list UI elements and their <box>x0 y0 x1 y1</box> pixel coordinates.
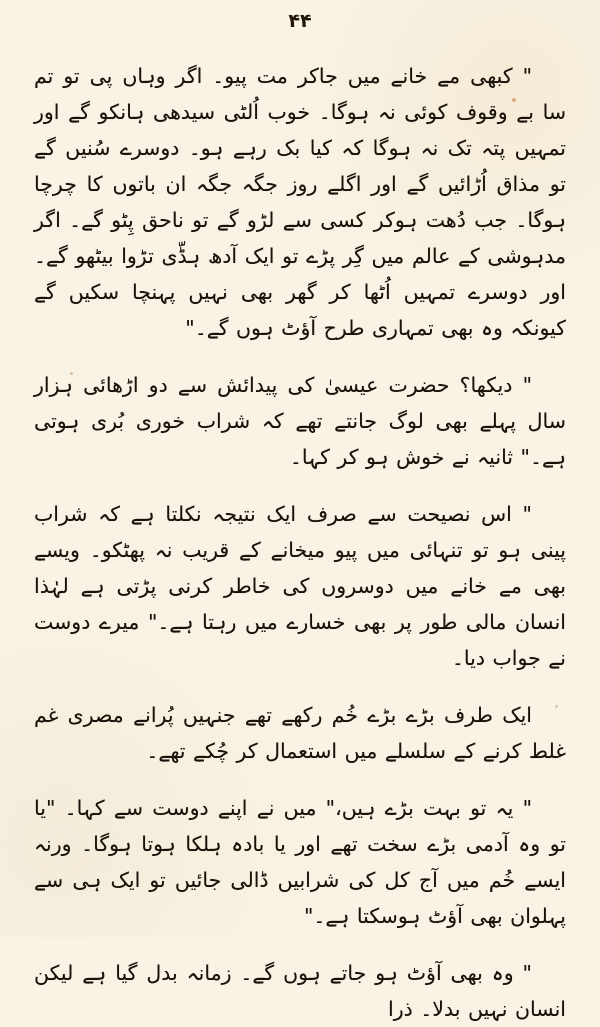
paragraph-3: " اس نصیحت سے صرف ایک نتیجہ نکلتا ہے کہ شراب پینی ہو تو تنہائی میں پیو میخانے کے قریب نہ پھٹکو۔ ویسے بھی مے خانے میں دوسروں کی خاطر کرنی پڑتی ہے لہٰذا انسان مالی طور پر بھی خسارے میں رہتا ہے۔" میرے دوست نے جواب دیا۔ <box>34 502 566 670</box>
text-block <box>34 58 566 1027</box>
paragraph-4: ایک طرف بڑے بڑے خُم رکھے تھے جنہیں پُرانے مصری غم غلط کرنے کے سلسلے میں استعمال کر چُکے تھے۔ <box>34 703 566 763</box>
paragraph-2: " دیکھا؟ حضرت عیسیٰ کی پیدائش سے دو اڑھائی ہزار سال پہلے بھی لوگ جانتے تھے کہ شراب خوری بُری ہوتی ہے۔" ثانیہ نے خوش ہو کر کہا۔ <box>34 373 566 469</box>
paragraph-1: " کبھی مے خانے میں جاکر مت پیو۔ اگر وہاں پی تو تم سا بے وقوف کوئی نہ ہوگا۔ خوب اُلٹی سیدھی ہانکو گے اور تمہیں پتہ تک نہ ہوگا کہ کیا بک رہے ہو۔ دوسرے سُنیں گے تو مذاق اُڑائیں گے اور اگلے روز جگہ جگہ ان باتوں کا چرچا ہوگا۔ جب دُھت ہوکر کسی سے لڑو گے تو ناحق پِٹو گے۔ اگر مدہوشی کے عالم میں گِر پڑے تو ایک آدھ ہڈّی تڑوا بیٹھو گے۔ اور دوسرے تمہیں اُٹھا کر گھر بھی نہیں پہنچا سکیں گے کیونکہ وہ بھی تمہاری طرح آؤٹ ہوں گے۔" <box>34 64 566 340</box>
paragraph-5: " یہ تو بہت بڑے ہیں،" میں نے اپنے دوست سے کہا۔ "یا تو وہ آدمی بڑے سخت تھے اور یا بادہ ہلکا ہوتا ہوگا۔ ورنہ ایسے خُم میں آج کل کی شرابیں ڈالی جائیں تو ایک ہی سے پہلوان بھی آؤٹ ہوسکتا ہے۔" <box>34 796 566 928</box>
page-number: ۴۴ <box>288 10 312 32</box>
paragraph-6: " وہ بھی آؤٹ ہو جاتے ہوں گے۔ زمانہ بدل گیا ہے لیکن انسان نہیں بدلا۔ ذرا <box>34 961 566 1021</box>
